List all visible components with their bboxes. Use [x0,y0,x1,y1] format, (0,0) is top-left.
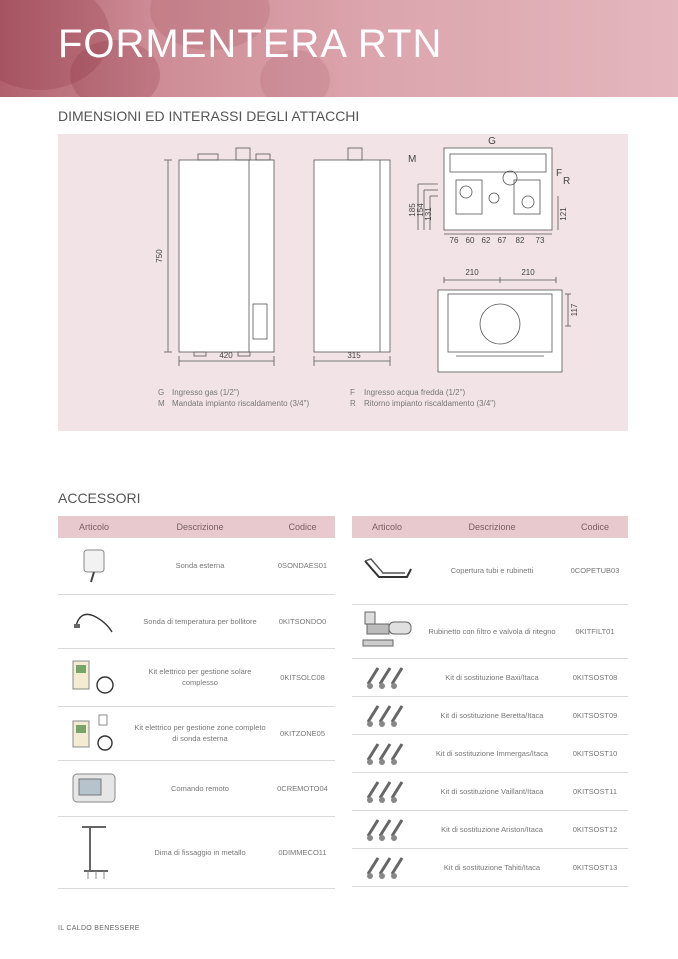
replacement-kit-icon [362,814,412,844]
replacement-kit-icon [362,738,412,768]
mounting-template-icon [74,821,114,883]
table-row [58,706,335,760]
item-code: 0COPETUB03 [562,538,628,604]
dim-depth-label: 315 [347,351,361,360]
dim-73-label: 73 [535,236,545,245]
dim-width-label: 420 [219,351,233,360]
legend-G: G Ingresso gas (1/2") [158,388,240,397]
label-F: F [556,168,563,179]
item-description: Kit di sostituzione Baxi/Itaca [422,658,562,696]
replacement-kit-icon [362,776,412,806]
replacement-kit-icon [362,852,412,882]
item-code: 0KITSOST09 [562,696,628,734]
footer-text: IL CALDO BENESSERE [58,925,140,932]
col-descrizione: Descrizione [130,516,270,538]
item-description: Dima di fissaggio in metallo [130,816,270,888]
legend-R: R Ritorno impianto riscaldamento (3/4") [350,399,496,408]
item-description: Kit di sostituzione Tahiti/Itaca [422,848,562,886]
table-row [58,760,335,816]
replacement-kit-icon [362,700,412,730]
dim-67-label: 67 [497,236,507,245]
col-articolo: Articolo [58,516,130,538]
table-row [352,696,628,734]
dim-60-label: 60 [465,236,475,245]
label-M: M [408,154,417,165]
item-code: 0KITSOST11 [562,772,628,810]
dim-top-right-label: 210 [521,268,535,277]
dim-top-depth-label: 117 [570,303,579,317]
boiler-probe-icon [72,606,116,636]
dim-82-label: 82 [515,236,525,245]
item-description: Kit elettrico per gestione zone completo di sonda esterna [130,706,270,760]
item-code: 0SONDAES01 [270,538,335,594]
item-code: 0KITZONE05 [270,706,335,760]
table-row [58,594,335,648]
table-row [352,604,628,658]
table-row [352,848,628,886]
item-description: Kit di sostituzione Ariston/Itaca [422,810,562,848]
dim-76-label: 76 [449,236,459,245]
pipe-cover-icon [359,551,415,591]
table-header [58,516,335,538]
dimensions-title: DIMENSIONI ED INTERASSI DEGLI ATTACCHI [58,108,360,124]
table-row [58,816,335,888]
connections-view-drawing [418,148,558,234]
outdoor-sensor-icon [74,546,114,586]
front-view-drawing [164,148,274,366]
legend-M: M Mandata impianto riscaldamento (3/4") [158,399,310,408]
dimensions-diagram [58,134,628,431]
item-description: Kit di sostituzione Beretta/Itaca [422,696,562,734]
table-header [352,516,628,538]
item-code: 0KITSOST10 [562,734,628,772]
col-descrizione: Descrizione [422,516,562,538]
dim-top-left-label: 210 [465,268,479,277]
item-description: Rubinetto con filtro e valvola di ritegno [422,604,562,658]
page-title: FORMENTERA RTN [58,22,443,66]
item-description: Comando remoto [130,760,270,816]
dim-121-label: 121 [559,207,568,221]
remote-control-icon [69,770,119,806]
table-row [352,538,628,604]
accessories-title: ACCESSORI [58,490,141,506]
legend-F: F Ingresso acqua fredda (1/2") [350,388,466,397]
table-row [352,658,628,696]
dim-62-label: 62 [481,236,491,245]
accessories-table-left [58,516,335,889]
item-description: Copertura tubi e rubinetti [422,538,562,604]
filter-tap-icon [357,606,417,656]
item-code: 0CREMOTO04 [270,760,335,816]
table-row [58,648,335,706]
item-code: 0DIMMECO11 [270,816,335,888]
table-row [352,772,628,810]
dim-131-label: 131 [424,207,433,221]
item-description: Kit di sostituzione Immergas/Itaca [422,734,562,772]
dim-185-label: 185 [408,203,417,217]
col-articolo: Articolo [352,516,422,538]
side-view-drawing [314,148,390,366]
accessories-table-right [352,516,628,887]
electric-kit-icon [69,657,119,697]
label-R: R [563,176,571,187]
item-code: 0KITSOST13 [562,848,628,886]
item-description: Sonda esterna [130,538,270,594]
table-row [352,734,628,772]
col-codice: Codice [562,516,628,538]
item-code: 0KITFILT01 [562,604,628,658]
item-description: Sonda di temperatura per bollitore [130,594,270,648]
item-description: Kit elettrico per gestione solare complesso [130,648,270,706]
item-code: 0KITSOST12 [562,810,628,848]
table-row [58,538,335,594]
top-view-drawing [438,277,571,372]
label-G: G [488,136,496,147]
item-description: Kit di sostituzione Vaillant/Itaca [422,772,562,810]
item-code: 0KITSONDO0 [270,594,335,648]
header-banner [0,0,678,97]
replacement-kit-icon [362,662,412,692]
item-code: 0KITSOLC08 [270,648,335,706]
dim-height-label: 750 [155,249,164,263]
zone-kit-icon [69,713,119,753]
item-code: 0KITSOST08 [562,658,628,696]
table-row [352,810,628,848]
dim-154-label: 154 [416,203,425,217]
col-codice: Codice [270,516,335,538]
